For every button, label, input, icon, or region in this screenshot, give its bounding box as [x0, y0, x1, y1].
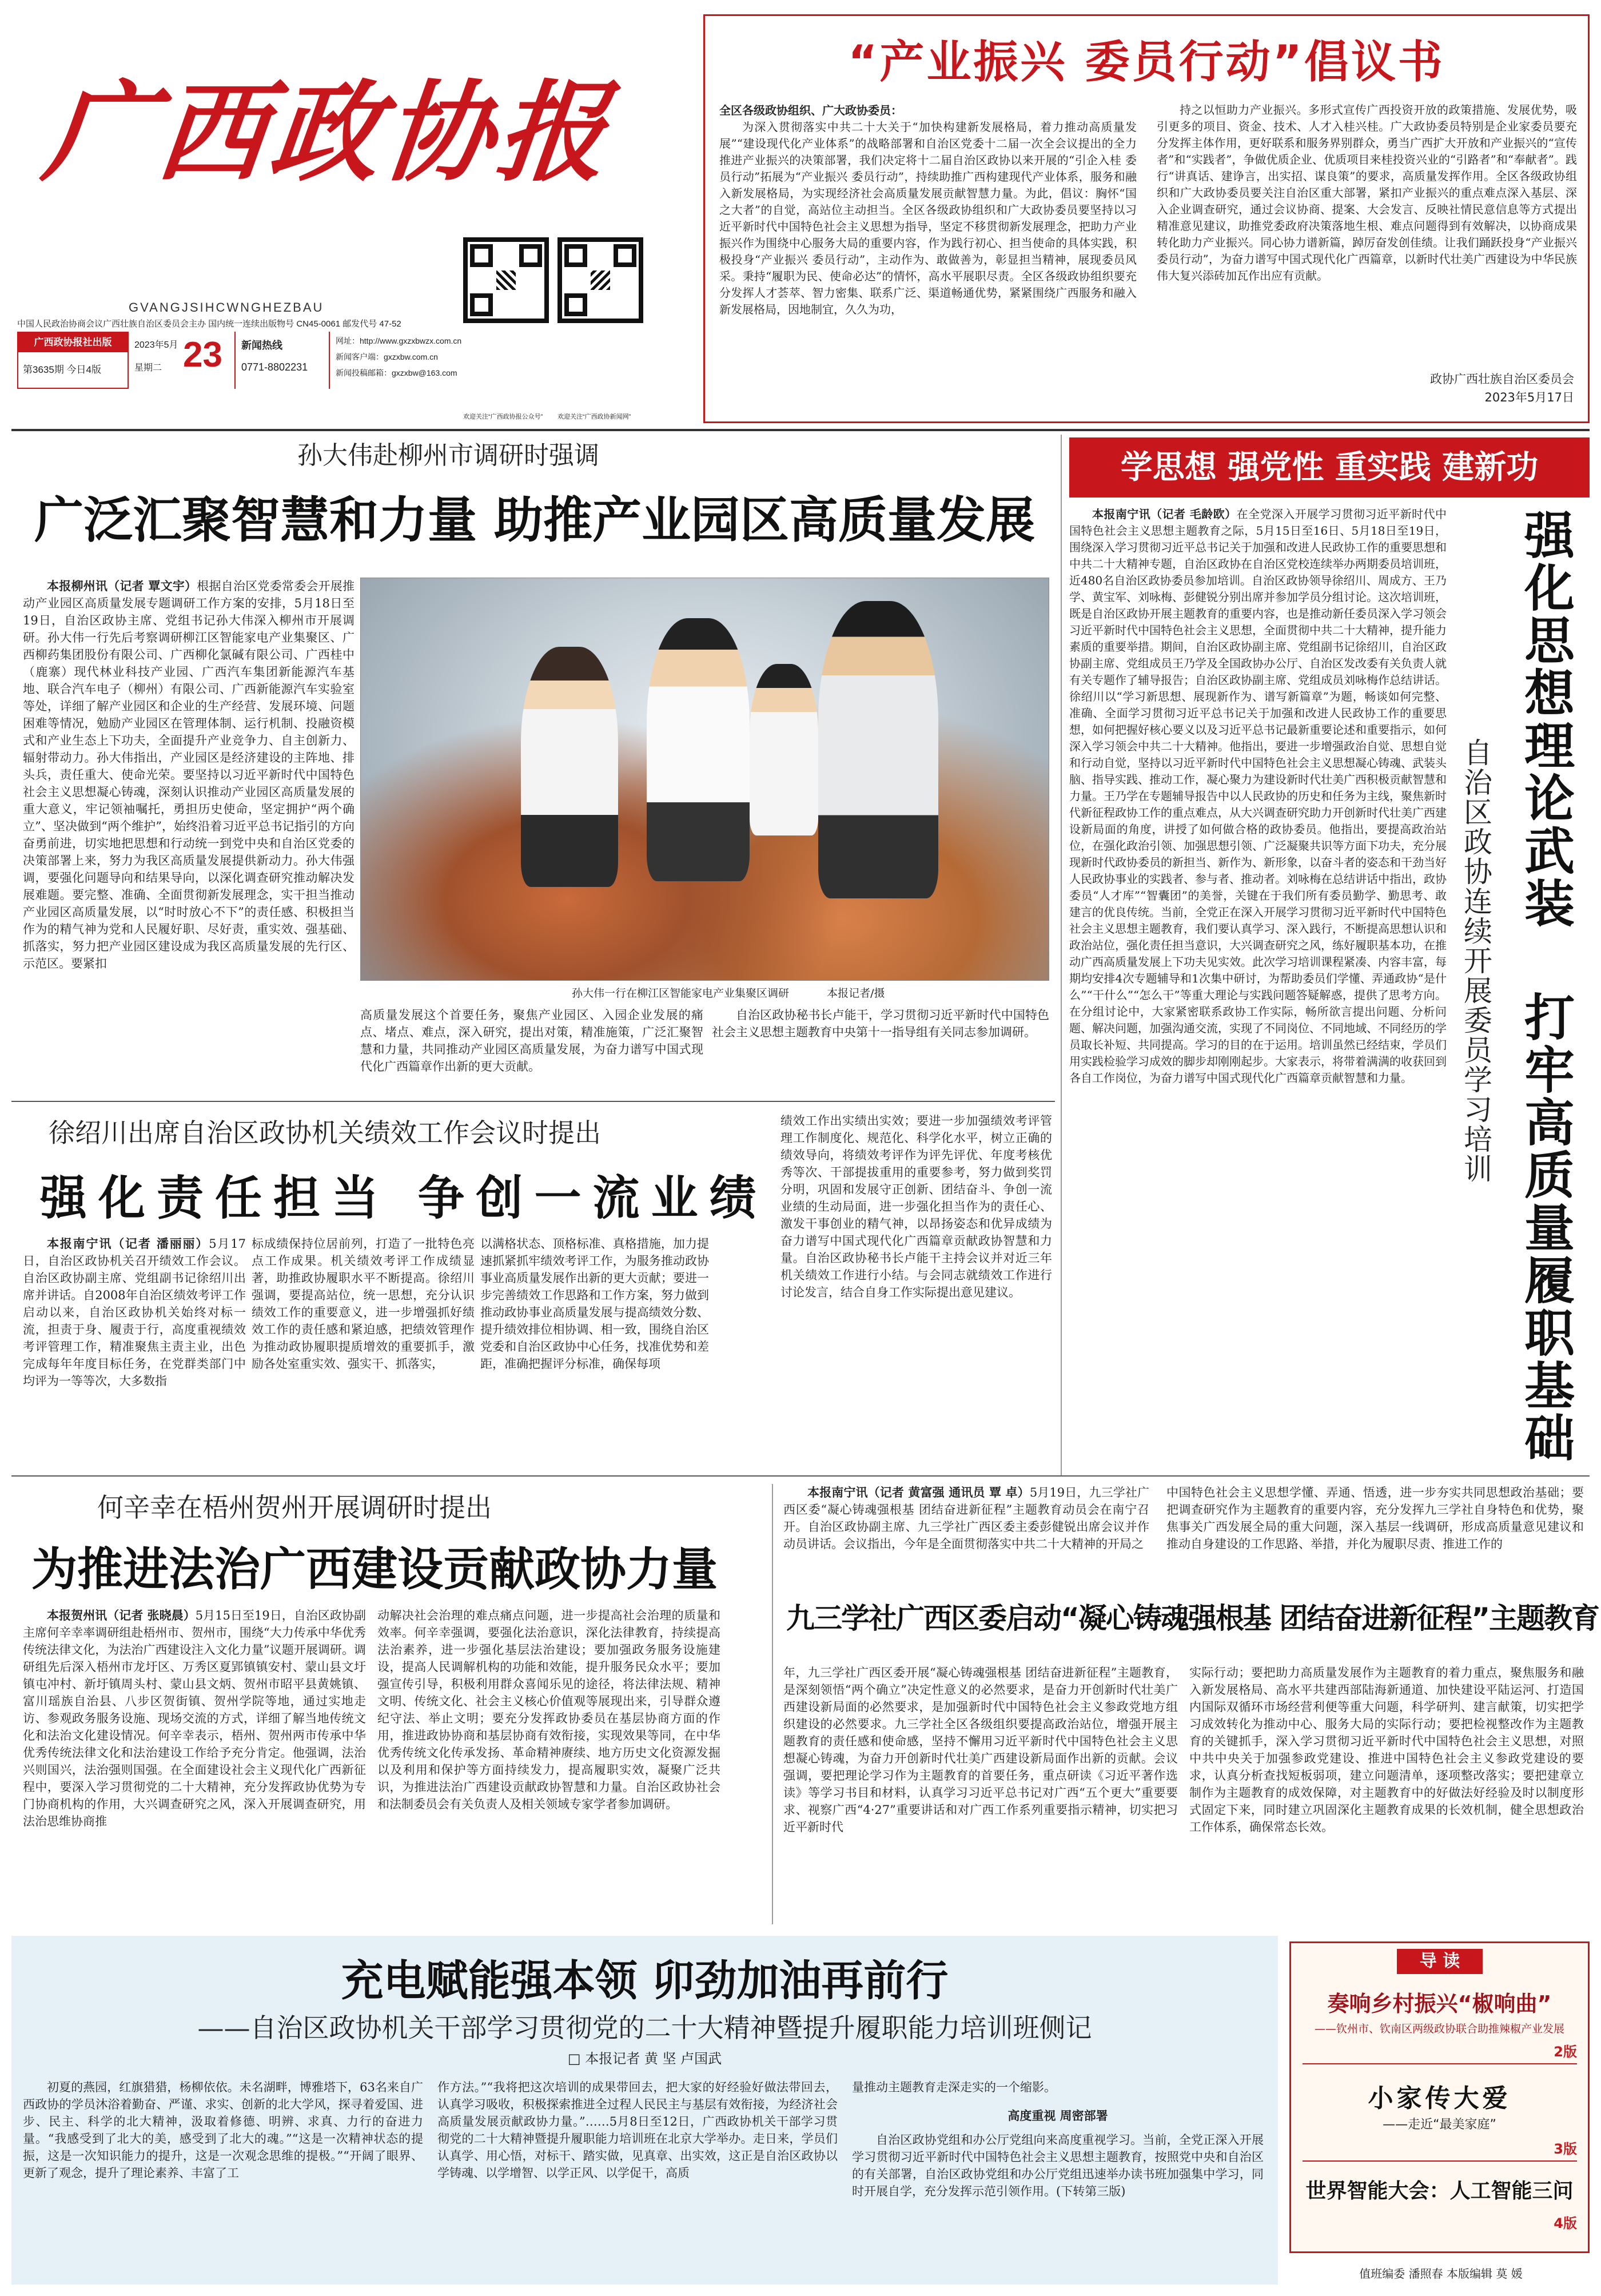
charging-section [11, 1936, 1278, 2285]
performance-col1-text: 5月17日，自治区政协机关召开绩效工作会议。自治区政协副主席、党组副书记徐绍川出席并讲话。自2008年自治区绩效考评工作启动以来，自治区政协机关始终对标一流，担责于身、履责于行，高度重视绩效考评管理工作，精准聚焦主责主业，出色完成每年年度目标任务，在党群类部门中均评为一等等次，大多数指 [23, 1237, 246, 1388]
charging-col3-subheading: 高度重视 周密部署 [1007, 2109, 1108, 2123]
proposal-title: “产业振兴 委员行动”倡议书 [848, 37, 1445, 88]
divider-mid [11, 1475, 1590, 1477]
masthead-pinyin: GVANGJSIHCWNGHEZBAU [129, 300, 324, 315]
hotline-label: 新闻热线 [241, 340, 282, 351]
charging-col3-text: 自治区政协党组和办公厅党组向来高度重视学习。当前，全党正深入开展学习贯彻习近平新时代中国特色社会主义思想主题教育，按照党中央和自治区的有关部署，自治区政协党组和办公厅党组迅速举办读书班加强集中学习，同时开展自学，充分发挥示范引领作用。(下转第三版) [852, 2133, 1264, 2198]
guide-box [1289, 1941, 1590, 2253]
lead-col3-text: 自治区政协秘书长卢能干，学习贯彻习近平新时代中国特色社会主义思想主题教育中央第十一指导组有关同志参加调研。 [712, 1008, 1049, 1039]
issue-number: 第3635期 今日4版 [23, 364, 101, 375]
performance-col3-text: 以满格状态、顶格标准、真格措施，加力提速抓紧抓牢绩效考评工作，为服务推动政协事业高质量发展作出新的更大贡献；要进一步完善绩效工作思路和工作方案，努力做到推动政协事业高质量发展与提高绩效分数、提升绩效排位相协调、相一致，围绕自治区党委和自治区政协中心任务，找准优势和差距，准确把握评分标准，确保每项 [480, 1237, 709, 1371]
performance-col2-text: 标成绩保持位居前列，打造了一批特色亮点工作成果。机关绩效考评工作成绩显著，助推政协履职水平不断提高。徐绍川强调，要提高站位，统一思想，充分认识绩效工作的重要意义，进一步增强抓好绩效工作的责任感和紧迫感，把绩效管理作为推动政协履职提质增效的重要抓手，激励各处室重实效、强实干、抓落实， [252, 1237, 475, 1371]
jiusan-byline: 本报南宁讯（记者 黄富强 通讯员 覃 卓） [807, 1485, 1030, 1499]
guide-item3-page[interactable]: 4版 [1554, 2215, 1577, 2231]
performance-col4 [780, 1112, 1052, 1467]
guide-item2-subtitle[interactable]: ——走近“最美家庭” [1383, 2118, 1496, 2132]
performance-headline: 强化责任担当 争创一流业绩 [40, 1171, 768, 1225]
proposal-body-right [1157, 102, 1577, 359]
jiusan-col1-text: 年，九三学社广西区委开展“凝心铸魂强根基 团结奋进新征程”主题教育，是深刻领悟“两个确立”决定性意义的必然要求，是奋力开创新时代壮美广西建设新局面的必然要求，是加强新时代中国特色社会主义参政党地方组织建设的必然要求。九三学社全区各级组织要提高政治站位，增强开展主题教育的责任感和使命感，坚持不懈用习近平新时代中国特色社会主义思想凝心铸魂，为奋力开创新时代壮美广西建设新局面作出新的贡献。会议强调，要把理论学习作为主题教育的首要任务，重点研读《习近平著作选读》等学习书目和材料，认真学习习近平总书记对广西“五个更大”重要要求、视察广西“4·27”重要讲话和对广西工作系列重要指示精神，切实把习近平新时代 [783, 1666, 1178, 1834]
qr-caption-2: 欢迎关注“广西政协新闻网” [557, 413, 631, 420]
lead-photo-caption [572, 985, 1041, 1002]
photo-credit: 本报记者/摄 [827, 987, 885, 1000]
jiusan-col2 [1189, 1664, 1584, 1921]
charging-col2 [437, 2079, 838, 2279]
divider-top [11, 429, 1590, 431]
client-link[interactable]: 新闻客户端：gxzxbw.com.cn [336, 352, 438, 361]
editors-note: 值班编委 潘照春 本版编辑 莫 媛 [1359, 2267, 1523, 2281]
jiusan-col2-text: 实际行动；要把助力高质量发展作为主题教育的着力重点，聚焦服务和融入新发展格局、高水平共建西部陆海新通道、加快建设平陆运河、打造国内国际双循环市场经营利便等重大问题，科学研判、建言献策，切实把学习成效转化为推动中心、服务大局的实际行动；要把检视整改作为主题教育的关键抓手，深入学习贯彻习近平新时代中国特色社会主义思想，对照中共中央关于加强参政党建设、推进中国特色社会主义参政党建设的要求，认真分析查找短板弱项，建立问题清单，逐项整改落实；要把建章立制作为主题教育的成效保障，对主题教育中的好做法好经验及时以制度形式固定下来，同时建立巩固深化主题教育成果的长效机制，健全思想政治工作体系，确保常态长效。 [1189, 1666, 1584, 1834]
proposal-date: 2023年5月17日 [1484, 391, 1574, 404]
performance-col3 [480, 1235, 709, 1464]
photo-caption: 孙大伟一行在柳江区智能家电产业集聚区调研 [572, 987, 790, 1000]
email-link[interactable]: 新闻投稿邮箱：gxzxbw@163.com [336, 368, 457, 377]
study-banner: 学思想 强党性 重实践 建新功 [1069, 437, 1590, 498]
guide-tag: 导 读 [1397, 1949, 1483, 1974]
qr-caption-1: 欢迎关注“广西政协报公众号” [463, 413, 543, 420]
charging-col3-top: 量推动主题教育走深走实的一个缩影。 [852, 2080, 1056, 2094]
masthead-title: 广西政协报 [38, 69, 618, 196]
charging-reporters: □ 本报记者 黄 坚 卢国武 [567, 2051, 722, 2067]
date-block [134, 332, 232, 389]
lead-byline: 本报柳州讯（记者 覃文宇） [47, 579, 197, 593]
lead-col1-text: 根据自治区党委常委会开展推动产业园区高质量发展专题调研工作方案的安排，5月18日至19日，自治区政协主席、党组书记孙大伟深入柳州市开展调研。孙大伟一行先后考察调研柳江区智能家电产业集聚区、广西柳药集团股份有限公司、广西柳化氯碱有限公司、广西桂中（鹿寨）现代林业科技产业园、广西汽车集团新能源汽车基地、联合汽车电子（柳州）有限公司、广西新能源汽车实验室等处，详细了解产业园区和企业的生产经营、发展环境、问题困难等情况，勉励产业园区在管理体制、运行机制、投融资模式和产业生态上下功夫，全面提升产业竞争力、自主创新力、辐射带动力。孙大伟指出，产业园区是经济建设的主阵地、排头兵，责任重大、使命光荣。要坚持以习近平新时代中国特色社会主义思想凝心铸魂，深刻认识推动产业园区高质量发展的重大意义，牢记领袖嘱托，勇担历史使命，坚定拥护“两个确立”、坚决做到“两个维护”，始终沿着习近平总书记指引的方向奋勇前进，切实地把思想和行动统一到党中央和自治区党委的决策部署上来，努力为我区高质量发展提供新动力。孙大伟强调，要强化问题导向和结果导向，以深化调查研究推动解决发展难题。要完整、准确、全面贯彻新发展理念，实干担当推动产业园区高质量发展，以“时时放心不下”的责任感、积极担当作为的精气神为党和人民履好职、尽好责，重实效、强基础、抓落实，努力把产业园区建设成为我区高质量发展的先行区、示范区。要紧扣 [23, 579, 355, 970]
website-link[interactable]: 网址：http://www.gxzxbwzx.com.cn [336, 336, 462, 345]
proposal-body-left [719, 119, 1137, 416]
divider-vertical-lower [772, 1484, 773, 1924]
guide-item1-title[interactable]: 奏响乡村振兴“椒响曲” [1327, 1991, 1552, 2016]
qr-wechat[interactable] [463, 237, 549, 323]
lead-kicker: 孙大伟赴柳州市调研时强调 [297, 441, 599, 470]
law-col2-text: 动解决社会治理的难点痛点问题，进一步提高社会治理的质量和效率。何辛幸强调，要强化法治意识，深化法律教育，持续提高法治素养，进一步强化基层法治建设；要加强政务服务设施建设，提高人民调解机构的功能和效能，提升服务民众水平；要加强宣传引导，积极利用群众喜闻乐见的途径，将法律法规、精神文明、传统文化、社会主义核心价值观等展现出来，引导群众遵纪守法、举止文明；要充分发挥政协委员在基层协商方面的作用，推进政协协商和基层协商有效衔接，实现效果等同，在中华优秀传统文化传承发扬、革命精神赓续、地方历史文化资源发掘以及利用和保护等方面持续发力，提高履职实效，凝聚广泛共识，为推进法治广西建设贡献政协智慧和力量。自治区政协社会和法制委员会有关负责人及相关领域专家学者参加调研。 [377, 1609, 720, 1811]
guide-item2-title[interactable]: 小家传大爱 [1368, 2084, 1511, 2113]
hotline-block [234, 332, 326, 389]
jiusan-intro-text: 5月19日，九三学社广西区委“凝心铸魂强根基 团结奋进新征程”主题教育动员会在南宁召开。自治区政协副主席、九三学社广西区委主委彭健锐出席会议并作动员讲话。会议指出，今年是全面贯彻落实中共二十大精神的开局之 [783, 1486, 1149, 1551]
study-body-text: 在全党深入开展学习贯彻习近平新时代中国特色社会主义思想主题教育之际，5月15日至16日、5月18日至19日，围绕深入学习贯彻习近平总书记关于加强和改进人民政协工作的重要思想和中共二十大精神专题，自治区政协在自治区党校连续举办两期委员培训班，近480名自治区政协委员参加培训。自治区政协领导徐绍川、周成方、王乃学、黄宝军、刘咏梅、彭健锐分别出席并参加学员分组讨论。这次培训班，既是自治区政协开展主题教育的重要内容，也是推动新任委员深入学习领会习近平新时代中国特色社会主义思想，全面贯彻中共二十大精神，提升能力素质的重要举措。期间，自治区政协副主席、党组副书记徐绍川，自治区政协副主席、党组成员王乃学及全国政协办公厅、自治区发改委有关负责人就有关专题作了辅导报告；自治区政协副主席、党组成员刘咏梅作总结讲话。徐绍川以“学习新思想、展现新作为、谱写新篇章”为题，畅谈如何完整、准确、全面学习贯彻习近平总书记关于加强和改进人民政协工作的重要思想，如何把握好核心要义以及习近平总书记最新重要论述和重要指示，如何深入学习领会中共二十大精神。他指出，要进一步增强政治自觉、思想自觉和行动自觉，坚持以习近平新时代中国特色社会主义思想凝心铸魂、武装头脑、指导实践、推动工作，凝心聚力为建设新时代壮美广西积极贡献智慧和力量。王乃学在专题辅导报告中以人民政协的历史和任务为主线，聚焦新时代新征程政协工作的重点难点，从大兴调查研究助力开创新时代壮美广西建设新局面的角度，讲授了如何做合格的政协委员。他指出，要提高政治站位，在强化政治引领、加强思想引领、广泛凝聚共识等方面下功夫，充分展现新时代政协委员的新担当、新作为、新形象，以奋斗者的姿态和干劲当好人民政协事业的实践者、参与者、推动者。刘咏梅在总结讲话中指出，政协委员“人才库”“智囊团”的美誉，关键在于我们所有委员勤学、勤思考、敢建言的优良传统。当前，全党正在深入开展学习贯彻习近平新时代中国特色社会主义思想主题教育，我们要认真学习、深入践行，不断提高思想认识和政治站位，强化责任担当意识，大兴调查研究之风，练好履职基本功，在推动广西高质量发展上下功夫见实效。此次学习培训课程紧凑、内容丰富，每期均安排4次专题辅导和1次集中研讨，为帮助委员们学懂、弄通政协“是什么”“干什么”“怎么干”等重大理论与实践问题答疑解惑，提供了思考方向。在分组讨论中，大家紧密联系政协工作实际，畅所欲言提出问题、分析问题、解决问题，加强沟通交流，实现了不同岗位、不同地域、不同经历的学员取长补短、共同提高。学习的目的在于运用。培训虽然已经结束，学员们用实践检验学习成效的脚步却刚刚起步。大家表示，将带着满满的收获回到各自工作岗位，为奋力谱写中国式现代化广西篇章贡献智慧和力量。 [1069, 507, 1447, 1085]
performance-byline: 本报南宁讯（记者 潘丽丽） [47, 1236, 209, 1251]
performance-col4-text: 绩效工作出实绩出实效；要进一步加强绩效考评管理工作制度化、规范化、科学化水平，树立正确的绩效导向，将绩效考评作为评先评优、年度考核优秀等次、干部提拔重用的重要参考，努力做到奖罚分明，巩固和发展守正创新、团结奋斗、争创一流业绩的生动局面，进一步强化担当作为的责任心、激发干事创业的精气神，以昂扬姿态和优异成绩为奋力谱写中国式现代化广西篇章贡献政协智慧和力量。自治区政协秘书长卢能干主持会议并对近三年机关绩效工作进行小结。与会同志就绩效工作进行讨论发言，结合自身工作实际提出意见建议。 [780, 1114, 1052, 1299]
charging-col1 [23, 2079, 423, 2279]
study-byline: 本报南宁讯（记者 毛龄欧） [1092, 507, 1237, 521]
proposal-left-paragraph: 为深入贯彻落实中共二十大关于“加快构建新发展格局，着力推动高质量发展”“建设现代化产业体系”的战略部署和自治区党委十二届一次全会议提出的全力推进产业振兴的决策部署，我们决定将十二届自治区政协以来开展的“引企入桂 委员行动”拓展为“产业振兴 委员行动”，持续助推广西构建现代产业体系，服务和融入新发展格局，为实现经济社会高质量发展贡献智慧力量。为此，倡议：胸怀“国之大者”的自觉，高站位主动担当。全区各级政协组织和广大政协委员要坚持以习近平新时代中国特色社会主义思想为指导，坚定不移贯彻新发展理念，把助力产业振兴作为围绕中心服务大局的重要内容，作为践行初心、担当使命的具体实践，积极投身“产业振兴 委员行动”，主动作为、敢做善为，彰显担当精神，展现委员风采。秉持“履职为民、使命必达”的情怀，高水平展职尽责。全区各级政协组织要充分发挥人才荟萃、智力密集、联系广泛、渠道畅通优势，紧紧围绕广西服务和融入新发展格局，因地制宜，久久为功， [719, 120, 1137, 316]
contact-block [329, 332, 517, 389]
lead-col1 [23, 578, 355, 1058]
guide-item1-page[interactable]: 2版 [1554, 2044, 1577, 2060]
lead-photo [360, 578, 1049, 981]
charging-col3 [852, 2079, 1264, 2279]
masthead-sponsor: 中国人民政治协商会议广西壮族自治区委员会主办 国内统一连续出版物号 CN45-0061 邮发代号 47-52 [17, 319, 401, 329]
guide-item1-subtitle[interactable]: ——钦州市、钦南区两级政协联合助推辣椒产业发展 [1314, 2023, 1564, 2035]
proposal-box [703, 14, 1590, 423]
performance-kicker: 徐绍川出席自治区政协机关绩效工作会议时提出 [49, 1117, 601, 1148]
charging-headline: 充电赋能强本领 卯劲加油再前行 [341, 1956, 949, 2005]
proposal-signature: 政协广西壮族自治区委员会 [1430, 372, 1574, 386]
masthead [11, 11, 686, 420]
law-col1 [23, 1607, 366, 1921]
study-vertical-title: 强化思想理论武装 打牢高质量履职基础 [1516, 509, 1575, 1465]
date-day: 23 [183, 335, 222, 375]
jiusan-intro [783, 1484, 1149, 1581]
issue-box [17, 332, 129, 389]
date-weekday: 星期二 [134, 363, 162, 373]
divider-lead-bottom [11, 1101, 1055, 1102]
hotline-number: 0771-8802231 [241, 361, 308, 373]
performance-col1 [23, 1235, 246, 1464]
jiusan-intro-right-text: 中国特色社会主义思想学懂、弄通、悟透，进一步夯实共同思想政治基础；要把调查研究作为主题教育的重要内容，充分发挥九三学社自身特色和优势，聚焦事关广西发展全局的重大问题，深入基层一线调研，形成高质量意见建议和推动自身建设的工作思路、举措，并化为履职尽责、推进工作的 [1166, 1486, 1584, 1551]
lead-col2-text: 高质量发展这个首要任务，聚焦产业园区、入园企业发展的痛点、堵点、难点，深入研究，提出对策，精准施策，广泛汇聚智慧和力量，共同推动产业园区高质量发展，为奋力谱写中国式现代化广西篇章作出新的更大贡献。 [360, 1008, 703, 1073]
law-byline: 本报贺州讯（记者 张晓晨） [47, 1608, 196, 1622]
law-headline: 为推进法治广西建设贡献政协力量 [31, 1543, 718, 1596]
guide-item2-page[interactable]: 3版 [1554, 2141, 1577, 2157]
charging-col2-text: 作方法。”“我将把这次培训的成果带回去，把大家的好经验好做法带回去，认真学习吸收，积极探索推进全过程人民民主与基层有效衔接，为经济社会高质量发展贡献政协力量。”……5月8日至12日，广西政协机关干部学习贯彻党的二十大精神暨提升履职能力培训班在北京大学举办。走日来，学员们认真学、用心悟，对标干、踏实做，见真章、出实效，这正是自治区政协以学铸魂、以学增智、以学正风、以学促干，高质 [437, 2080, 838, 2180]
qr-website[interactable] [557, 237, 643, 323]
jiusan-intro-right [1166, 1484, 1584, 1581]
lead-headline: 广泛汇聚智慧和力量 助推产业园区高质量发展 [34, 492, 1035, 549]
charging-subhead: ——自治区政协机关干部学习贯彻党的二十大精神暨提升履职能力培训班侧记 [197, 2012, 1092, 2043]
guide-item3-title[interactable]: 世界智能大会：人工智能三问 [1305, 2179, 1574, 2203]
lead-col2 [360, 1006, 703, 1092]
proposal-salutation: 全区各级政协组织、广大政协委员： [719, 104, 902, 117]
proposal-right-paragraph: 持之以恒助力产业振兴。多形式宣传广西投资开放的政策措施、发展优势，吸引更多的项目、资金、技术、人才入桂兴桂。广大政协委员特别是企业家委员要充分发挥主体作用，更好联系和服务界别群众，勇当广西扩大开放和产业振兴的“宣传者”和“实践者”，争做优质企业、优质项目来桂投资兴业的“引路者”和“奉献者”。践行“讲真话、建诤言，出实招、谋良策”的要求，高质量发挥作用。全区各级政协组织和广大政协委员要关注自治区重大部署，紧扣产业振兴的重点难点深入基层、深入企业调查研究，通过会议协商、提案、大会发言、反映社情民意信息等方式提出精准意见建议，助推党委政府决策落地生根、难点问题得到有效解决，以协商成果转化助力产业振兴。同心协力谱新篇，踔厉奋发创佳绩。让我们踊跃投身“产业振兴 委员行动”，为奋力谱写中国式现代化广西篇章，以新时代壮美广西建设为中华民族伟大复兴添砖加瓦作出应有贡献。 [1157, 103, 1577, 282]
law-col2 [377, 1607, 720, 1921]
jiusan-headline: 九三学社广西区委启动“凝心铸魂强根基 团结奋进新征程”主题教育 [786, 1602, 1599, 1635]
law-col1-text: 5月15日至19日，自治区政协副主席何辛幸率调研组赴梧州市、贺州市，围绕“大力传承中华优秀传统法律文化，为法治广西建设注入文化力量”议题开展调研。调研组先后深入梧州市龙圩区、万秀区夏郢镇镇安村、蒙山县文圩镇屯冲村、新圩镇周头村、蒙山县文炳、贺州市昭平县黄姚镇、富川瑶族自治县、八步区贺街镇、贺州学院等地，通过实地走访、参观政务服务设施、现场交流的方式，详细了解当地传统文化和法治文化建设情况。何辛幸表示，梧州、贺州两市传承中华优秀传统法律文化和法治建设工作给予充分肯定。他强调，法治兴则国兴，法治强则国强。在全面建设社会主义现代化广西新征程中，要深入学习贯彻党的二十大精神，充分发挥政协优势为专门协商机构的作用，大兴调查研究之风，深入开展调查研究，用法治思维协商推 [23, 1609, 366, 1828]
lead-col3 [712, 1006, 1049, 1092]
date-year-month: 2023年5月 [134, 340, 178, 350]
study-body [1069, 506, 1447, 1467]
performance-col2 [252, 1235, 475, 1464]
divider-vertical-main [1061, 435, 1062, 1475]
jiusan-col1 [783, 1664, 1178, 1921]
law-kicker: 何辛幸在梧州贺州开展调研时提出 [97, 1492, 492, 1523]
study-vertical-sub: 自治区政协连续开展委员学习培训 [1459, 738, 1492, 1184]
issuer-label: 广西政协报社出版 [18, 333, 128, 352]
charging-col1-text: 初夏的燕园，红旗猎猎，杨柳依依。未名湖畔，博雅塔下，63名来自广西政协的学员沐浴着勤奋、严谨、求实、创新的北大学风，探寻着爱国、进步、民主、科学的北大精神，汲取着修德、明辨、求真、力行的奋进力量。“我感受到了北大的美，感受到了北大的魂。”“这是一次精神状态的提振，这是一次知识能力的提升，这是一次观念思维的提极。”“开阔了眼界、更新了观念，提升了理论素养、丰富了工 [23, 2080, 423, 2180]
